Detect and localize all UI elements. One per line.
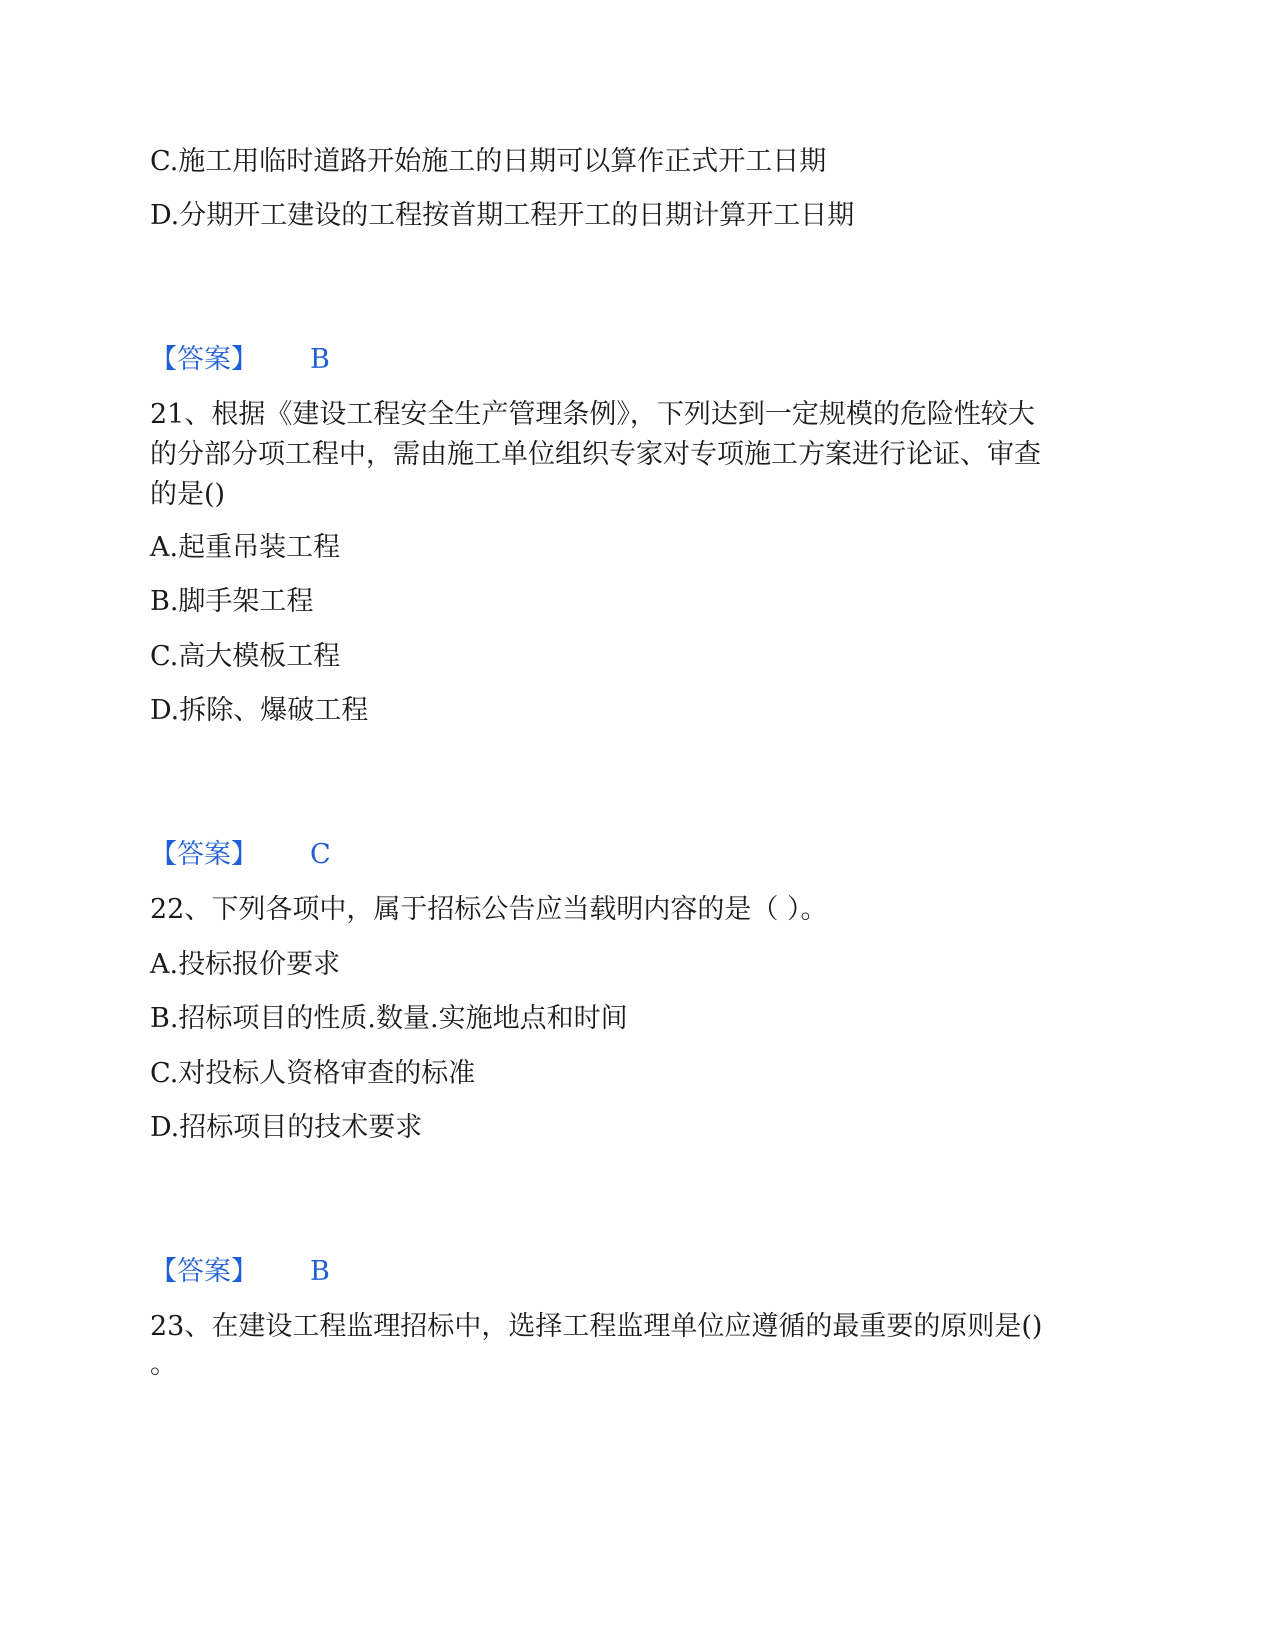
option-a: A.投标报价要求: [150, 949, 341, 980]
question-22: 22、下列各项中，属于招标公告应当载明内容的是（ ）。: [150, 894, 828, 925]
answer-key: B: [310, 344, 330, 375]
answer-label: 【答案】: [150, 344, 258, 375]
option-d: D.招标项目的技术要求: [150, 1112, 423, 1143]
answer-key: C: [310, 839, 331, 870]
option-c: C.对投标人资格审查的标准: [150, 1058, 476, 1089]
question-23-line-2: 。: [150, 1349, 177, 1380]
question-21-line-3: 的是(): [150, 479, 226, 510]
question-21-line-1: 21、根据《建设工程安全生产管理条例》，下列达到一定规模的危险性较大: [150, 399, 1035, 430]
option-c: C.高大模板工程: [150, 641, 341, 672]
question-21-line-2: 的分部分项工程中，需由施工单位组织专家对专项施工方案进行论证、审查: [150, 439, 1041, 470]
answer-label: 【答案】: [150, 839, 258, 870]
option-c: C.施工用临时道路开始施工的日期可以算作正式开工日期: [150, 146, 827, 177]
question-23-line-1: 23、在建设工程监理招标中，选择工程监理单位应遵循的最重要的原则是(): [150, 1311, 1043, 1342]
answer-label: 【答案】: [150, 1256, 258, 1287]
option-b: B.招标项目的性质.数量.实施地点和时间: [150, 1003, 628, 1034]
answer-row: [150, 1252, 1110, 1292]
option-b: B.脚手架工程: [150, 586, 314, 617]
answer-row: [150, 835, 1110, 875]
answer-key: B: [310, 1256, 330, 1287]
option-d: D.分期开工建设的工程按首期工程开工的日期计算开工日期: [150, 200, 855, 231]
option-a: A.起重吊装工程: [150, 532, 341, 563]
answer-row: [150, 340, 1110, 380]
option-d: D.拆除、爆破工程: [150, 695, 369, 726]
